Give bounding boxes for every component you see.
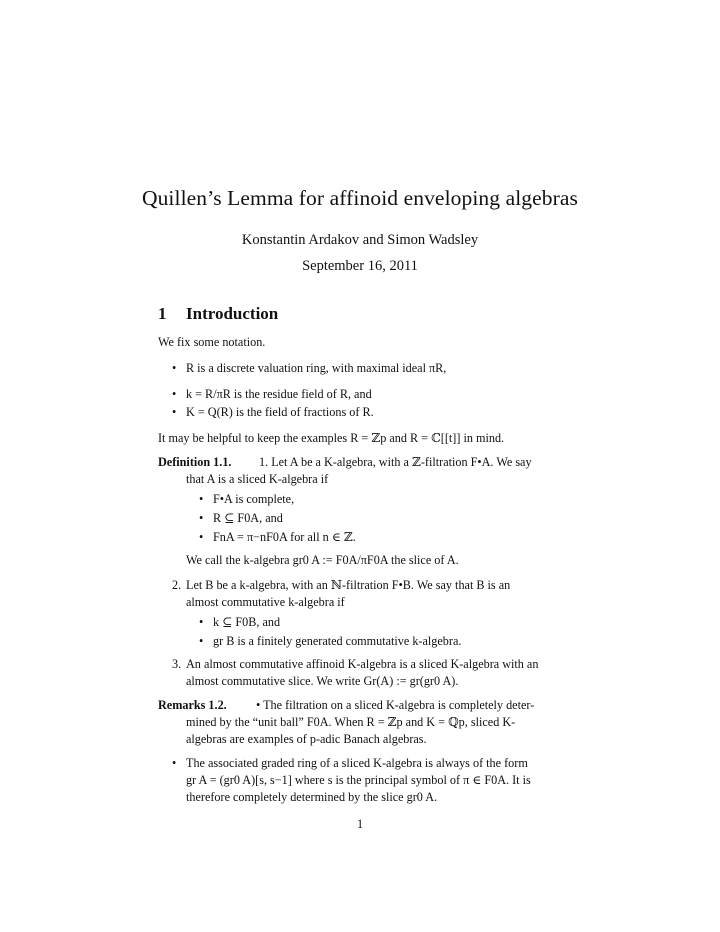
bullet-icon: • (199, 530, 204, 544)
bullet-icon: • (172, 405, 177, 419)
definition-item3-number: 3. (172, 657, 182, 671)
definition-item1-line2: that A is a sliced K-algebra if (186, 472, 329, 486)
section-heading (158, 304, 278, 324)
notation-bullet-3: K = Q(R) is the field of fractions of R. (186, 405, 374, 419)
definition-item2-line1: Let B be a k-algebra, with an ℕ-filtration F•B. We say that B is an (186, 578, 511, 592)
definition-item3-line1: An almost commutative affinoid K-algebra is a sliced K-algebra with an (186, 657, 539, 671)
definition-item2-number: 2. (172, 578, 182, 592)
remark-2-line2: gr A = (gr0 A)[s, s−1] where s is the principal symbol of π ∈ F0A. It is (186, 773, 531, 787)
remark-1-line1: • The filtration on a sliced K-algebra is completely deter- (256, 698, 535, 712)
bullet-icon: • (172, 756, 177, 770)
bullet-icon: • (172, 361, 177, 375)
remark-1-line2: mined by the “unit ball” F0A. When R = ℤp and K = ℚp, sliced K- (186, 715, 516, 729)
section-title: Introduction (186, 304, 279, 323)
paper-authors: Konstantin Ardakov and Simon Wadsley (241, 232, 479, 248)
examples-text: It may be helpful to keep the examples R = ℤp and R = ℂ[[t]] in mind. (158, 431, 505, 445)
definition-item2-bullet-1: k ⊆ F0B, and (213, 615, 281, 629)
definition-item1-bullet-2: R ⊆ F0A, and (213, 511, 283, 525)
notation-bullet-1: R is a discrete valuation ring, with maximal ideal πR, (186, 361, 447, 375)
bullet-icon: • (199, 511, 204, 525)
paper-date: September 16, 2011 (302, 258, 418, 274)
definition-item1-line1: 1. Let A be a K-algebra, with a ℤ-filtration F•A. We say (259, 455, 532, 469)
page-number: 1 (356, 817, 364, 831)
remark-2-line1: The associated graded ring of a sliced K-algebra is always of the form (186, 756, 528, 770)
section-number: 1 (158, 304, 167, 323)
definition-item3-line2: almost commutative slice. We write Gr(A) := gr(gr0 A). (186, 674, 459, 688)
definition-item2-line2: almost commutative k-algebra if (186, 595, 345, 609)
remark-2-line3: therefore completely determined by the slice gr0 A. (186, 790, 438, 804)
intro-text: We fix some notation. (158, 335, 266, 349)
definition-item1-bullet-1: F•A is complete, (213, 492, 295, 506)
remark-1-line3: algebras are examples of p-adic Banach algebras. (186, 732, 427, 746)
bullet-icon: • (199, 615, 204, 629)
notation-bullet-2: k = R/πR is the residue field of R, and (186, 387, 372, 401)
definition-label: Definition 1.1. (158, 455, 232, 469)
bullet-icon: • (172, 387, 177, 401)
definition-item1-bullet-3: FnA = π−nF0A for all n ∈ ℤ. (213, 530, 356, 544)
remarks-label: Remarks 1.2. (158, 698, 227, 712)
bullet-icon: • (199, 492, 204, 506)
definition-item1-footer: We call the k-algebra gr0 A := F0A/πF0A the slice of A. (186, 553, 459, 567)
paper-title: Quillen’s Lemma for affinoid enveloping algebras (141, 186, 579, 210)
bullet-icon: • (199, 634, 204, 648)
definition-item2-bullet-2: gr B is a finitely generated commutative k-algebra. (213, 634, 462, 648)
